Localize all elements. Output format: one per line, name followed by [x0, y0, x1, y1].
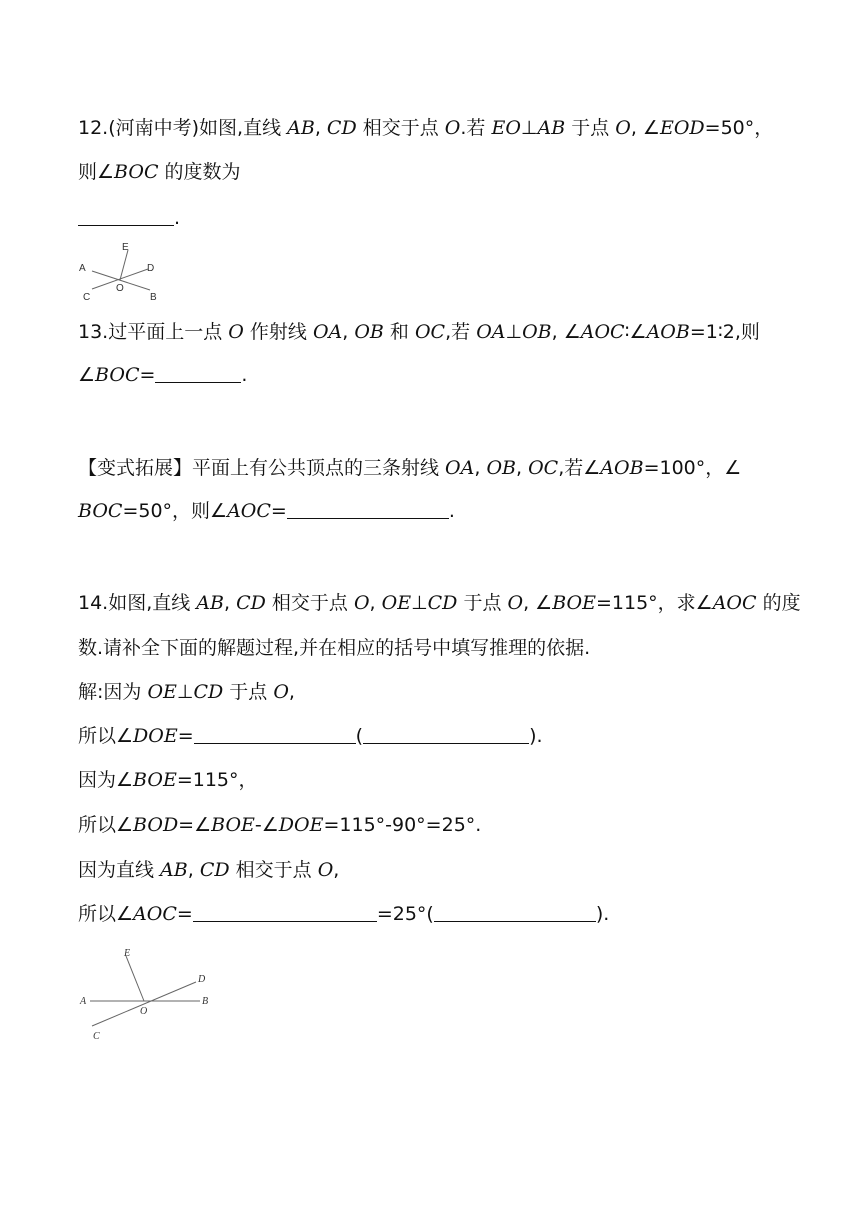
var: CD — [199, 859, 230, 881]
text: 解:因为 — [78, 681, 148, 703]
var: AB — [160, 859, 188, 881]
text: 因为∠ — [78, 769, 134, 791]
var: AB — [537, 117, 566, 139]
var: EO — [491, 117, 521, 139]
ray-oe — [120, 250, 128, 280]
var: AOC — [712, 592, 757, 614]
text: =1∶2,则 — [689, 321, 760, 343]
q14-line-5 — [78, 767, 258, 793]
var: AB — [196, 592, 224, 614]
q13-answer-blank[interactable] — [155, 364, 241, 383]
line-cd — [92, 982, 196, 1026]
text: ,若 — [445, 321, 477, 343]
text: 于点 — [565, 117, 616, 139]
var: OC — [528, 457, 559, 479]
q12-number: 12. — [78, 117, 109, 139]
q12-answer-line — [78, 205, 180, 231]
text: 所以∠ — [78, 725, 134, 747]
var: AOC — [133, 903, 177, 925]
var: OB — [522, 321, 552, 343]
var: AOC — [580, 321, 625, 343]
label-c: C — [93, 1031, 100, 1042]
q13-line-1 — [78, 319, 760, 345]
text: 所以∠ — [78, 814, 134, 836]
text: =115°-90°=25°. — [323, 814, 482, 836]
var: AOB — [646, 321, 690, 343]
text: , — [288, 681, 295, 703]
var: O — [444, 117, 461, 139]
text: 的度 — [756, 592, 801, 614]
label-o: O — [116, 283, 124, 294]
text: ∶∠ — [624, 321, 647, 343]
q14-figure — [76, 944, 216, 1044]
text: =50°，则∠ — [122, 500, 228, 522]
text: . — [241, 364, 248, 386]
label-e: E — [124, 948, 131, 959]
text: 【变式拓展】平面上有公共顶点的三条射线 — [78, 457, 446, 479]
var: AOB — [600, 457, 644, 479]
label-b: B — [150, 292, 157, 303]
var: DOE — [278, 814, 324, 836]
var: OA — [312, 321, 343, 343]
var: BOC — [95, 364, 140, 386]
text: . — [174, 207, 181, 229]
q14-doe-blank[interactable] — [194, 725, 356, 744]
variant-line-1 — [78, 455, 741, 481]
label-a: A — [80, 996, 87, 1007]
var: O — [273, 681, 289, 703]
variant-line-2 — [78, 498, 455, 524]
text: = — [177, 725, 194, 747]
var: OB — [486, 457, 516, 479]
q14-line-4 — [78, 723, 543, 749]
var: BOC — [78, 500, 123, 522]
text: =50°， — [704, 117, 774, 139]
var: EOD — [659, 117, 705, 139]
text: 作射线 — [243, 321, 313, 343]
q14-line-1 — [78, 590, 801, 616]
q14-line-7 — [78, 857, 339, 883]
q14-aoc-reason-blank[interactable] — [434, 903, 596, 922]
q12-source: (河南中考) — [108, 117, 200, 139]
text: = — [176, 903, 193, 925]
q14-line-8 — [78, 901, 609, 927]
text: 如图,直线 — [199, 117, 288, 139]
text: , — [474, 457, 487, 479]
var: DOE — [133, 725, 178, 747]
var: OE — [147, 681, 177, 703]
text: , — [187, 859, 200, 881]
label-o: O — [140, 1006, 148, 1017]
variant-answer-blank[interactable] — [287, 500, 449, 519]
ray-oe — [126, 956, 144, 1001]
label-d: D — [147, 263, 155, 274]
var: CD — [236, 592, 266, 614]
text: 的度数为 — [158, 161, 241, 183]
text: 因为直线 — [78, 859, 161, 881]
var: CD — [427, 592, 458, 614]
var: AOC — [227, 500, 271, 522]
text: ∠ — [78, 364, 96, 386]
q12-line-2 — [78, 159, 241, 185]
var: BOC — [114, 161, 159, 183]
text: .若 — [460, 117, 492, 139]
text: ). — [595, 903, 610, 925]
text: ( — [355, 725, 364, 747]
q12-answer-blank[interactable] — [78, 207, 174, 226]
var: O — [228, 321, 244, 343]
var: OC — [414, 321, 446, 343]
q14-line-3 — [78, 679, 295, 705]
text: =115°， — [176, 769, 258, 791]
q13-line-2 — [78, 362, 247, 388]
var: OE — [381, 592, 412, 614]
text: ,若∠ — [558, 457, 601, 479]
text: =115°，求∠ — [595, 592, 713, 614]
var: O — [353, 592, 370, 614]
text: =100°，∠ — [643, 457, 742, 479]
text: 相交于点 — [356, 117, 445, 139]
text: = — [270, 500, 287, 522]
var: OB — [354, 321, 384, 343]
label-c: C — [83, 292, 91, 303]
text: ). — [529, 725, 543, 747]
text: , — [223, 592, 237, 614]
text: , — [516, 457, 529, 479]
var: O — [615, 117, 631, 139]
text: ⊥ — [411, 592, 428, 614]
var: OA — [445, 457, 475, 479]
q12-figure — [76, 238, 166, 304]
var: O — [317, 859, 334, 881]
q12-line-1 — [78, 115, 773, 141]
q14-doe-reason-blank[interactable] — [363, 725, 529, 744]
text: ⊥ — [520, 117, 538, 139]
text: 14.如图,直线 — [78, 592, 197, 614]
var: BOD — [133, 814, 179, 836]
text: , ∠ — [551, 321, 581, 343]
var: BOE — [133, 769, 177, 791]
var: AB — [287, 117, 315, 139]
text: , ∠ — [630, 117, 660, 139]
text: 则∠ — [78, 161, 115, 183]
q14-aoc-blank[interactable] — [193, 903, 377, 922]
label-e: E — [122, 242, 129, 253]
text: 于点 — [457, 592, 508, 614]
text: , ∠ — [523, 592, 553, 614]
text: ⊥ — [176, 681, 194, 703]
text: -∠ — [254, 814, 279, 836]
text: 所以∠ — [78, 903, 134, 925]
var: OA — [476, 321, 506, 343]
text: 相交于点 — [229, 859, 318, 881]
label-a: A — [79, 263, 86, 274]
text: , — [333, 859, 340, 881]
label-b: B — [202, 996, 209, 1007]
text: 于点 — [223, 681, 274, 703]
text: 和 — [383, 321, 415, 343]
q14-line-2 — [78, 635, 590, 661]
text: ⊥ — [505, 321, 523, 343]
var: BOE — [552, 592, 596, 614]
text: , — [369, 592, 382, 614]
var: CD — [193, 681, 224, 703]
q14-line-6 — [78, 812, 481, 838]
text: , — [342, 321, 355, 343]
text: =25°( — [376, 903, 434, 925]
text: 13.过平面上一点 — [78, 321, 229, 343]
var: CD — [326, 117, 357, 139]
label-d: D — [198, 974, 206, 985]
var: BOE — [211, 814, 255, 836]
text: , — [314, 117, 327, 139]
text: = — [139, 364, 156, 386]
text: =∠ — [178, 814, 212, 836]
text: 相交于点 — [265, 592, 354, 614]
text: . — [448, 500, 455, 522]
var: O — [507, 592, 524, 614]
text: 数.请补全下面的解题过程,并在相应的括号中填写推理的依据. — [78, 637, 591, 659]
